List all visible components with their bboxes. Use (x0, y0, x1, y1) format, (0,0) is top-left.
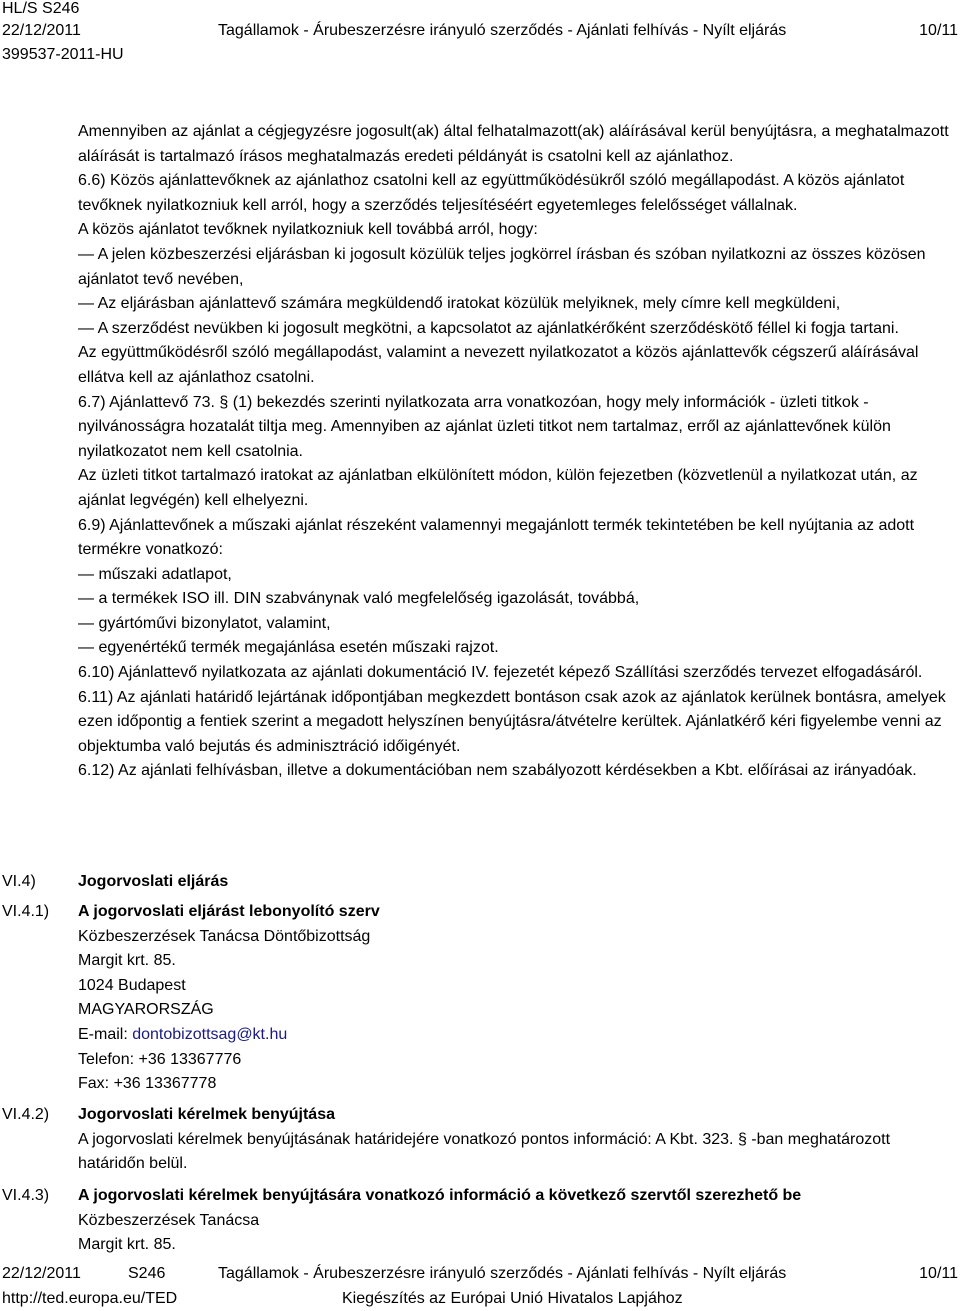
footer-issue: S246 (128, 1265, 166, 1282)
header-line-1 (0, 0, 960, 20)
org-name: Közbeszerzések Tanácsa Döntőbizottság (78, 927, 371, 945)
paragraph: 6.11) Az ajánlati határidő lejártának időpontjában megkezdett bontáson csak azok az ajánlatok kerülnek bontásra, amelyek ezen időpontig a fentiek szerint a megadott helyszínen benyújtásra/átvételre kerültek. Ajánlatkérő kéri figyelembe venni az objektumba való bejutás és adminisztráció időigényét. (78, 688, 946, 755)
section-text: A jogorvoslati kérelmek benyújtásának határidejére vonatkozó pontos információ: A Kbt. 323. § -ban meghatározott határidőn belül. (78, 1130, 891, 1173)
notice-id: 399537-2011-HU (2, 46, 124, 63)
footer-url[interactable]: http://ted.europa.eu/TED (2, 1290, 178, 1307)
section-title: A jogorvoslati kérelmek benyújtására vonatkozó információ a következő szervtől szerezhető be (78, 1187, 802, 1204)
footer-line-1 (0, 1265, 960, 1285)
section-number: VI.4.2) (2, 1106, 50, 1123)
header-line-3 (0, 46, 960, 66)
paragraph: Az üzleti titkot tartalmazó iratokat az ajánlatban elkülönített módon, külön fejezetben (közvetlenül a nyilatkozat után, az ajánlat legvégén) kell elhelyezni. (78, 467, 918, 509)
list-item: — A szerződést nevükben ki jogosult megkötni, a kapcsolatot az ajánlatkérőként szerződéskötő féllel ki fogja tartani. (78, 319, 899, 337)
section-number: VI.4.1) (2, 903, 50, 920)
paragraph: 6.10) Ajánlattevő nyilatkozata az ajánlati dokumentáció IV. fejezetét képező Szállítási szerződés tervezet elfogadásáról. (78, 664, 923, 682)
email-link[interactable]: dontobizottsag@kt.hu (132, 1025, 288, 1043)
street-address: Margit krt. 85. (78, 1236, 176, 1254)
section-title: Jogorvoslati eljárás (78, 873, 229, 890)
header-page: 10/11 (919, 22, 958, 39)
paragraph: 6.7) Ajánlattevő 73. § (1) bekezdés szerinti nyilatkozata arra vonatkozóan, hogy mely információk - üzleti titkok - nyilvánosságra hozatalát tiltja meg. Amennyiben az ajánlat üzleti titkot nem tartalmaz, erről az ajánlattevőnek külön nyilatkozatot nem kell csatolnia. (78, 393, 891, 460)
paragraph: A közös ajánlatot tevőknek nyilatkozniuk kell továbbá arról, hogy: (78, 221, 538, 239)
footer-publisher: Kiegészítés az Európai Unió Hivatalos Lapjához (342, 1290, 683, 1307)
section-number: VI.4.3) (2, 1187, 50, 1204)
list-item: — A jelen közbeszerzési eljárásban ki jogosult közülük teljes jogkörrel írásban és szóban nyilatkozni az összes közösen ajánlatot tevő nevében, (78, 245, 926, 288)
email-line (78, 1023, 954, 1048)
list-item: — műszaki adatlapot, (78, 565, 232, 583)
section-number: VI.4) (2, 873, 36, 890)
list-item: — Az eljárásban ajánlattevő számára megküldendő iratokat közülük melyiknek, mely címre kell megküldeni, (78, 295, 841, 313)
org-name: Közbeszerzések Tanácsa (78, 1211, 260, 1229)
paragraph: Amennyiben az ajánlat a cégjegyzésre jogosult(ak) által felhatalmazott(ak) aláírásával kerül benyújtásra, a meghatalmazott aláírását is tartalmazó írásos meghatalmazás eredeti példányát is csatolni kell az ajánlathoz. (78, 123, 949, 165)
section-title: A jogorvoslati eljárást lebonyolító szerv (78, 903, 380, 920)
footer-title: Tagállamok - Árubeszerzésre irányuló szerződés - Ajánlati felhívás - Nyílt eljárás (218, 1265, 787, 1282)
fax: Fax: +36 13367778 (78, 1075, 217, 1093)
list-item: — gyártóművi bizonylatot, valamint, (78, 614, 331, 632)
journal-ref: HL/S S246 (2, 0, 80, 17)
footer-date: 22/12/2011 (2, 1265, 81, 1282)
section-title: Jogorvoslati kérelmek benyújtása (78, 1106, 335, 1123)
city: 1024 Budapest (78, 976, 186, 994)
country: MAGYARORSZÁG (78, 1001, 214, 1019)
paragraph: 6.12) Az ajánlati felhívásban, illetve a dokumentációban nem szabályozott kérdésekben a Kbt. előírásai az irányadóak. (78, 762, 917, 780)
header-date: 22/12/2011 (2, 22, 81, 39)
phone: Telefon: +36 13367776 (78, 1050, 242, 1068)
main-text (78, 120, 954, 784)
street-address: Margit krt. 85. (78, 952, 176, 970)
paragraph: Az együttműködésről szóló megállapodást, valamint a nevezett nyilatkozatot a közös ajánlattevők cégszerű aláírásával ellátva kell az ajánlathoz csatolni. (78, 344, 919, 386)
list-item: — egyenértékű termék megajánlása esetén műszaki rajzot. (78, 639, 499, 657)
paragraph: 6.6) Közös ajánlattevőknek az ajánlathoz csatolni kell az együttműködésükről szóló megállapodást. A közös ajánlatot tevőknek nyilatkozniuk kell arról, hogy a szerződés teljesítéséért egyetemleges felelősséget vállalnak. (78, 172, 905, 214)
list-item: — a termékek ISO ill. DIN szabványnak való megfelelőség igazolását, továbbá, (78, 590, 640, 608)
header-title: Tagállamok - Árubeszerzésre irányuló szerződés - Ajánlati felhívás - Nyílt eljárás (218, 22, 787, 39)
paragraph: 6.9) Ajánlattevőnek a műszaki ajánlat részeként valamennyi megajánlott termék tekintetében be kell nyújtania az adott termékre vonatkozó: (78, 516, 915, 559)
footer-line-2 (0, 1290, 960, 1310)
email-label: E-mail: (78, 1025, 133, 1043)
footer-page: 10/11 (919, 1265, 958, 1282)
header-line-2 (0, 22, 960, 42)
